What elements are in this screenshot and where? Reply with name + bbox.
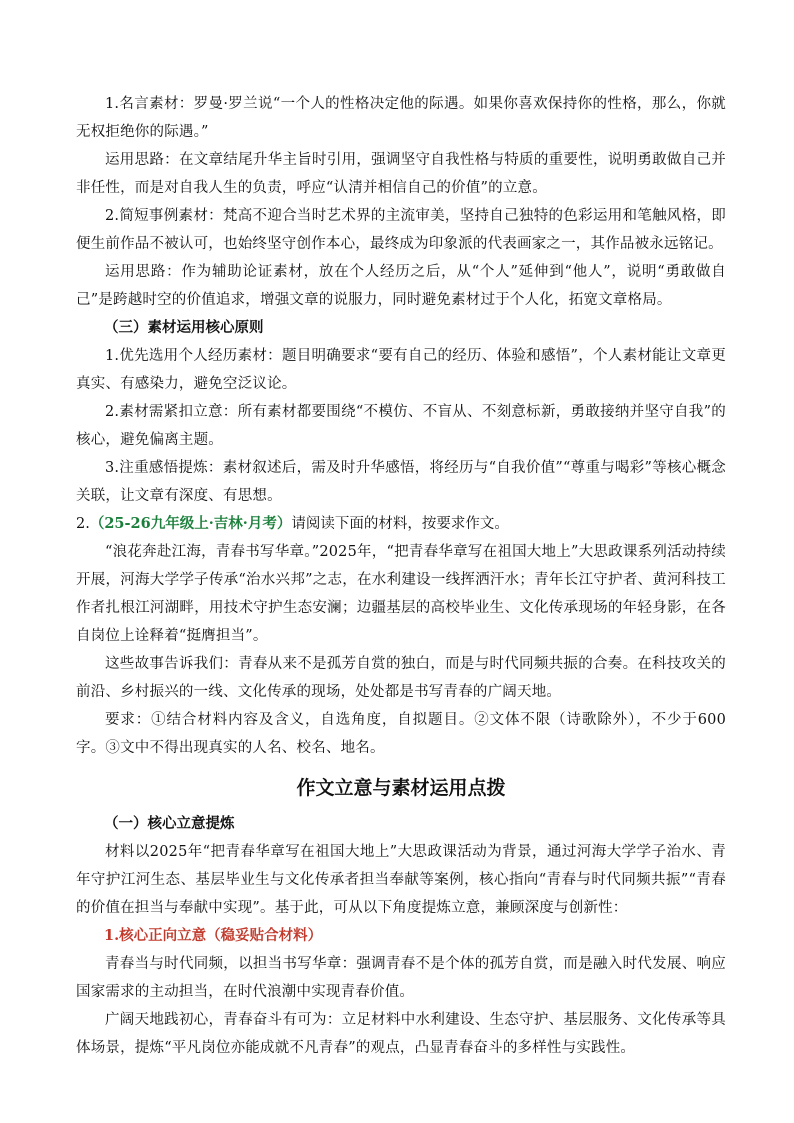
question-instruction: 请阅读下面的材料，按要求作文。 (291, 516, 509, 532)
question-number: 2. (76, 516, 90, 532)
core-intro: 材料以2025年“把青春华章写在祖国大地上”大思政课活动为背景，通过河海大学学子治水、青年守护江河生态、基层毕业生与文化传承者担当奉献等案例，核心指向“青春与时代同频共振”“青春的价值在担当与奉献中实现”。基于此，可从以下角度提炼立意，兼顾深度与创新性： (76, 844, 726, 916)
core-heading: （一）核心立意提炼 (104, 815, 235, 832)
guide-title: 作文立意与素材运用点拨 (296, 777, 506, 799)
principle-1: 1.优先选用个人经历素材：题目明确要求“要有自己的经历、体验和感悟”，个人素材能让文章更真实、有感染力，避免空泛议论。 (76, 348, 726, 392)
angle1-heading: 1.核心正向立意（稳妥贴合材料） (104, 927, 323, 944)
question-material-2: 这些故事告诉我们：青春从来不是孤芳自赏的独白，而是与时代同频共振的合奏。在科技攻关的前沿、乡村振兴的一线、文化传承的现场，处处都是书写青春的广阔天地。 (76, 656, 726, 700)
document-content (76, 90, 726, 1062)
question-source: （25-26九年级上·吉林·月考） (89, 515, 292, 532)
question-material-1: “浪花奔赴江海，青春书写华章。”2025年，“把青春华章写在祖国大地上”大思政课系列活动持续开展，河海大学学子传承“治水兴邦”之志，在水利建设一线挥洒汗水；青年长江守护者、黄河科技工作者扎根江河湖畔，用技术守护生态安澜；边疆基层的高校毕业生、文化传承现场的年轻身影，在各自岗位上诠释着“挺膺担当”。 (76, 544, 726, 644)
quote-usage: 运用思路：在文章结尾升华主旨时引用，强调坚守自我性格与特质的重要性，说明勇敢做自己并非任性，而是对自我人生的负责，呼应“认清并相信自己的价值”的立意。 (76, 152, 726, 196)
angle1-point-2: 广阔天地践初心，青春奋斗有可为：立足材料中水利建设、生态守护、基层服务、文化传承等具体场景，提炼“平凡岗位亦能成就不凡青春”的观点，凸显青春奋斗的多样性与实践性。 (76, 1012, 726, 1056)
principle-3: 3.注重感悟提炼：素材叙述后，需及时升华感悟，将经历与“自我价值”“尊重与喝彩”等核心概念关联，让文章有深度、有思想。 (76, 460, 726, 504)
quote-material: 1.名言素材：罗曼·罗兰说“一个人的性格决定他的际遇。如果你喜欢保持你的性格，那么，你就无权拒绝你的际遇。” (76, 96, 726, 140)
example-material: 2.简短事例素材：梵高不迎合当时艺术界的主流审美，坚持自己独特的色彩运用和笔触风格，即便生前作品不被认可，也始终坚守创作本心，最终成为印象派的代表画家之一，其作品被永远铭记。 (76, 208, 726, 252)
question-requirements: 要求：①结合材料内容及含义，自选角度，自拟题目。②文体不限（诗歌除外），不少于600字。③文中不得出现真实的人名、校名、地名。 (76, 712, 726, 756)
section3-heading: （三）素材运用核心原则 (104, 319, 264, 336)
example-usage: 运用思路：作为辅助论证素材，放在个人经历之后，从“个人”延伸到“他人”，说明“勇敢做自己”是跨越时空的价值追求，增强文章的说服力，同时避免素材过于个人化，拓宽文章格局。 (76, 264, 726, 308)
angle1-point-1: 青春当与时代同频，以担当书写华章：强调青春不是个体的孤芳自赏，而是融入时代发展、响应国家需求的主动担当，在时代浪潮中实现青春价值。 (76, 956, 726, 1000)
question-2-header (76, 510, 726, 538)
principle-2: 2.素材需紧扣立意：所有素材都要围绕“不模仿、不盲从、不刻意标新，勇敢接纳并坚守自我”的核心，避免偏离主题。 (76, 404, 726, 448)
